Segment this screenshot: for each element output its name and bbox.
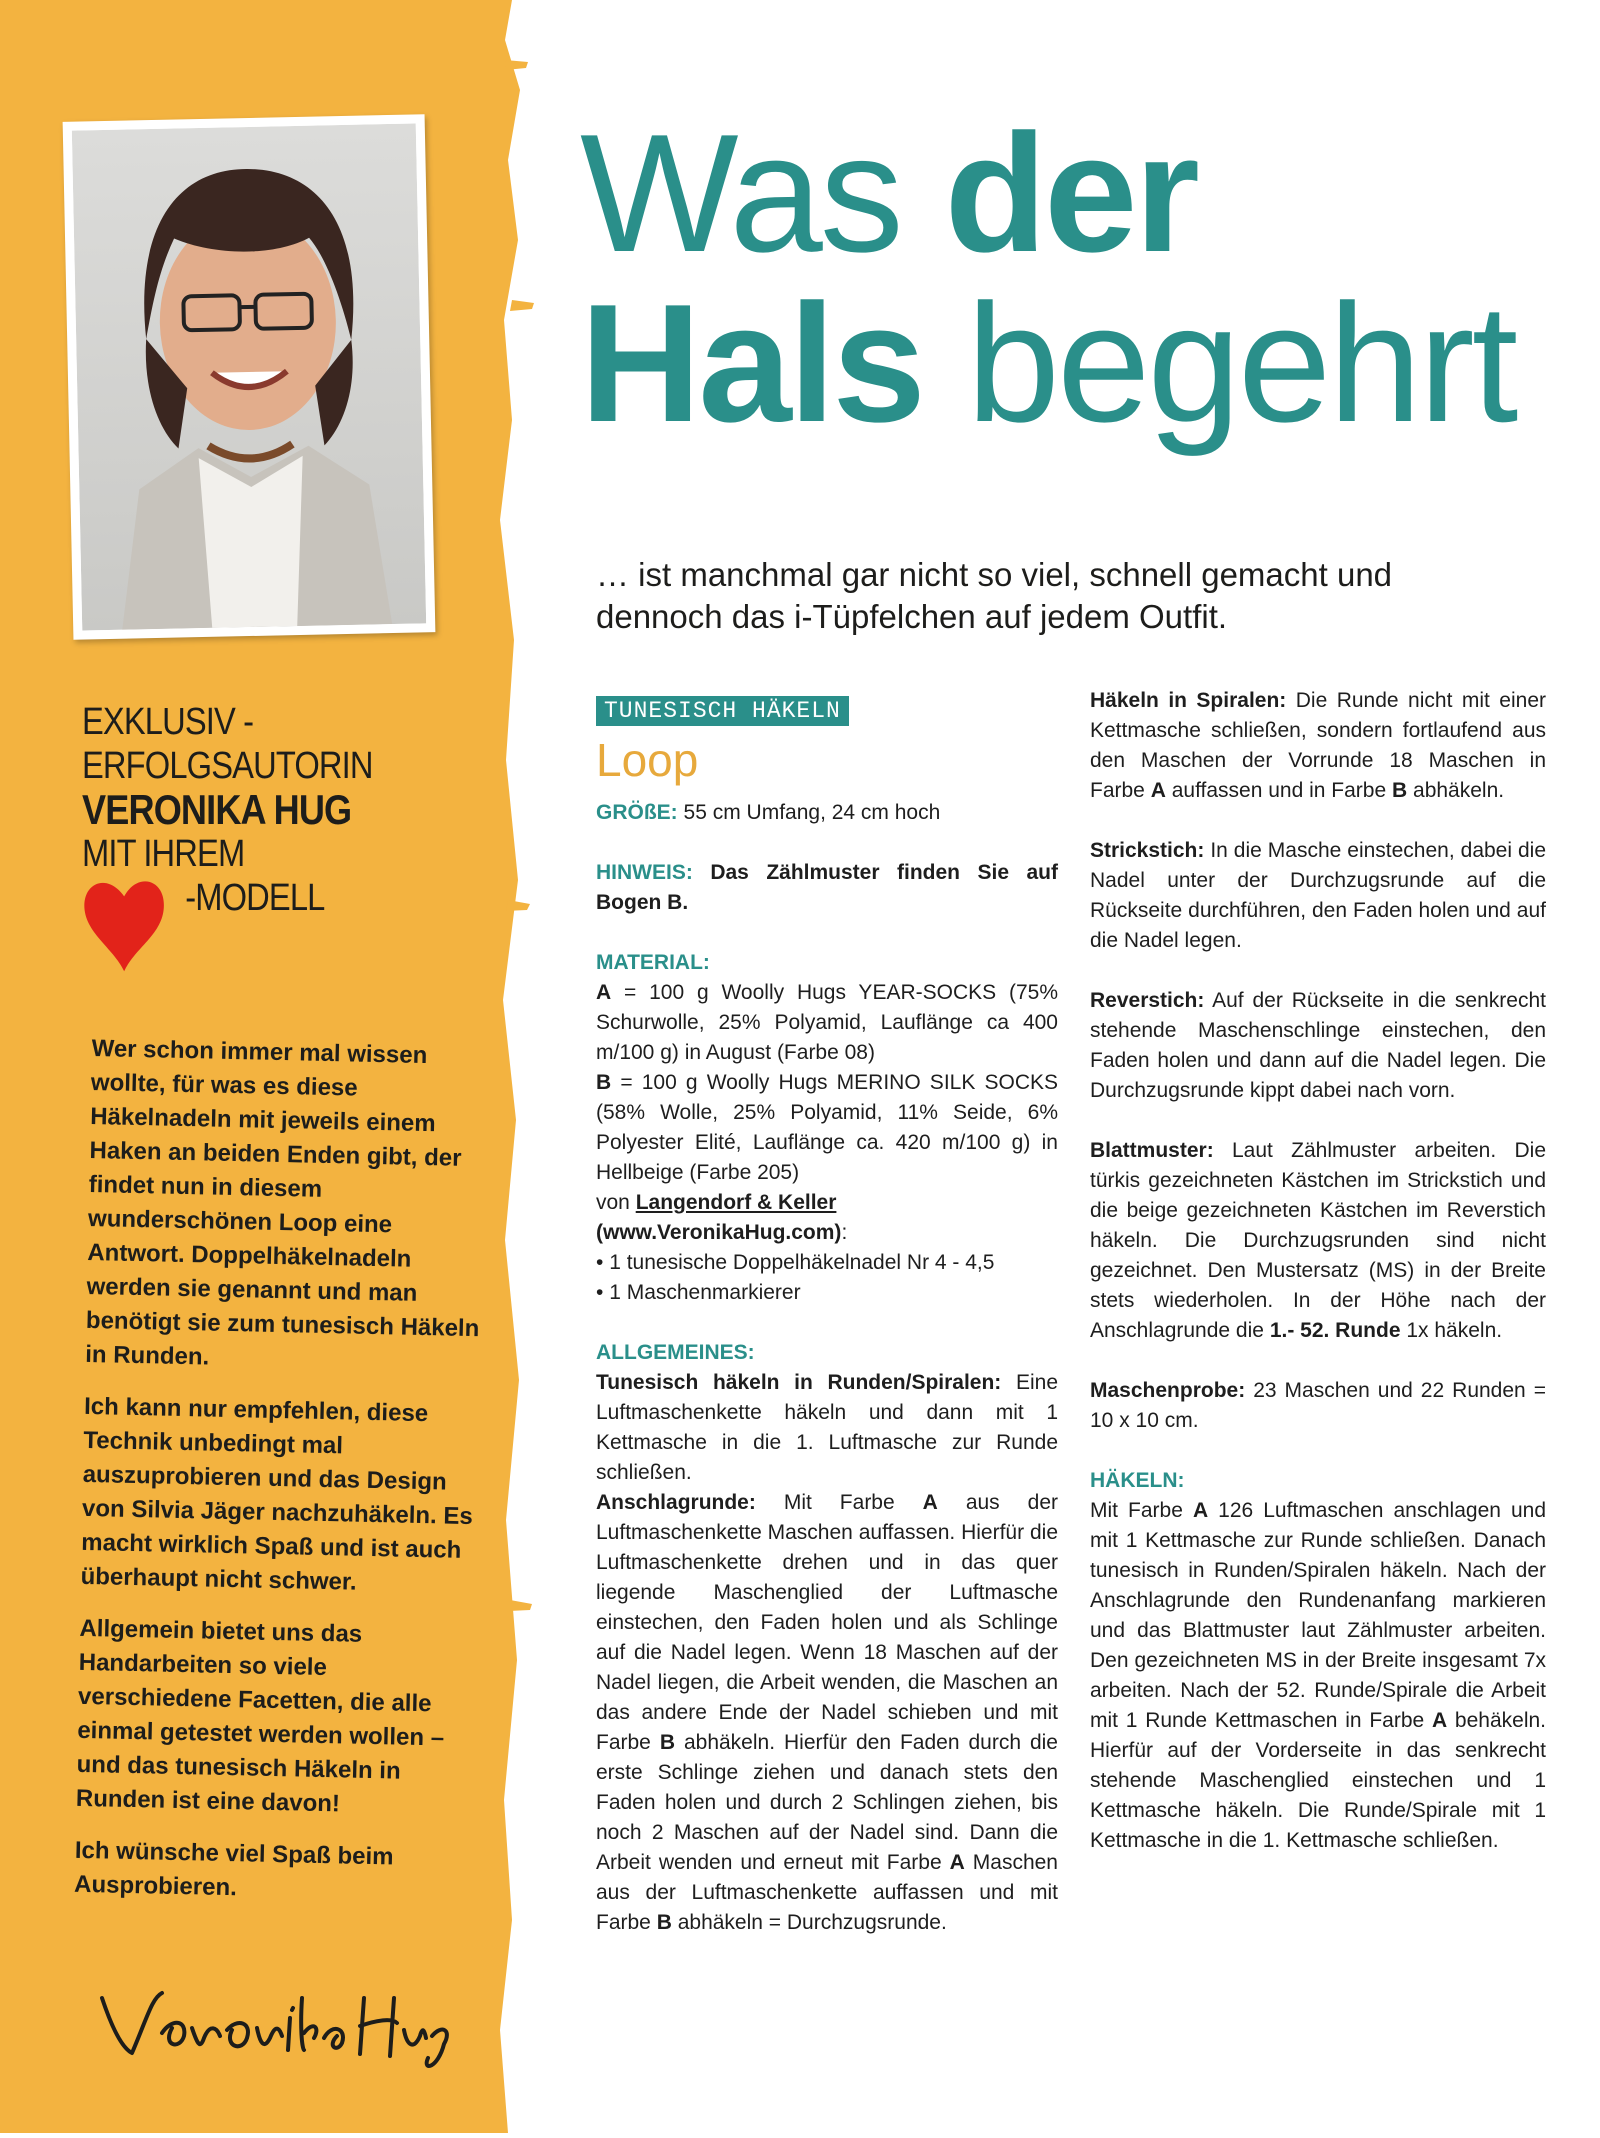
knit-text: In die Masche einstechen, dabei die Nadel unter der Durchzugsrunde auf die Rückseite durchführen, den Faden holen und auf die Nadel legen.	[1090, 839, 1546, 952]
color-key: A	[1193, 1499, 1208, 1522]
headline-row2	[580, 278, 1580, 448]
color-key: A	[950, 1851, 965, 1874]
color-key: B	[660, 1731, 675, 1754]
crochet-text: Mit Farbe	[1090, 1499, 1183, 1522]
crochet-text: 126 Luftmaschen anschlagen und mit 1 Kettmasche zur Runde schließen. Danach tunesisch in Runden/Spiralen häkeln. Nach der Anschlagrunde den Rundenanfang markieren und das Blattmuster laut Zählmuster arbeiten. Den gezeichneten MS in der Breite insgesamt 7x arbeiten. Nach der 52. Runde/Spirale die Arbeit mit 1 Runde Kettmaschen in Farbe	[1090, 1499, 1546, 1732]
spiral-text: auffassen und in Farbe	[1172, 779, 1386, 802]
reverse-paragraph	[1090, 986, 1546, 1106]
supplier-prefix: von	[596, 1191, 630, 1214]
sidebar-intro-text	[73, 1032, 497, 1928]
rounds-label: Tunesisch häkeln in Runden/Spiralen:	[596, 1371, 1001, 1394]
color-key: B	[657, 1911, 672, 1934]
crochet-label: HÄKELN:	[1090, 1466, 1546, 1496]
sidebar-heading-line2: ERFOLGSAUTORIN	[82, 744, 426, 788]
size-line	[596, 798, 1058, 828]
gauge-label: Maschenprobe:	[1090, 1379, 1245, 1402]
material-b-key: B	[596, 1071, 611, 1094]
tool-item: • 1 tunesische Doppelhäkelnadel Nr 4 - 4,5	[596, 1248, 1058, 1278]
sidebar-heading-line4: MIT IHREM	[82, 832, 426, 876]
cast-text: abhäkeln. Hierfür den Faden durch die erste Schlinge ziehen und danach stets den Faden holen und durch 2 Schlingen ziehen, bis noch 2 Maschen auf der Nadel sind. Dann die Arbeit wenden und erneut mit Farbe	[596, 1731, 1058, 1874]
sidebar-paragraph: Ich wünsche viel Spaß beim Ausprobieren.	[74, 1834, 480, 1910]
website-line	[596, 1218, 1058, 1248]
leaf-label: Blattmuster:	[1090, 1139, 1214, 1162]
gauge-paragraph	[1090, 1376, 1546, 1436]
sidebar-heading	[82, 700, 426, 922]
headline-row1	[580, 108, 1580, 278]
instructions-column-2	[1090, 686, 1546, 1856]
pattern-title: Loop	[596, 730, 1058, 790]
material-label: MATERIAL:	[596, 948, 1058, 978]
headline-word-was: Was	[580, 99, 901, 287]
model-suffix: -MODELL	[185, 876, 324, 920]
material-b-text: = 100 g Woolly Hugs MERINO SILK SOCKS (58% Wolle, 25% Polyamid, 11% Seide, 6% Polyester Elité, Lauflänge ca. 420 m/100 g) in Hellbeige (Farbe 205)	[596, 1071, 1058, 1184]
heart-model-line	[82, 876, 426, 922]
article-subheadline	[596, 554, 1556, 638]
sidebar-paragraph: Wer schon immer mal wissen wollte, für was es diese Häkelnadeln mit jeweils einem Haken an beiden Enden gibt, der findet nun in diesem wunderschönen Loop eine Antwort. Doppelhäkelnadeln werden sie genannt und man benötigt sie zum tunesisch Häkeln in Runden.	[85, 1032, 497, 1380]
website-link[interactable]: (www.VeronikaHug.com)	[596, 1221, 841, 1244]
sidebar-heading-line1: EXKLUSIV -	[82, 700, 426, 744]
handwritten-signature	[92, 1958, 452, 2078]
signature	[92, 1958, 452, 2078]
cast-text: aus der Luftmaschenkette Maschen auffassen. Hierfür die Luftmaschenkette drehen und in das quer liegende Maschenglied der Luftmasche einstechen, den Faden holen und als Schlinge auf die Nadel legen. Wenn 18 Maschen auf der Nadel liegen, die Arbeit wenden, die Maschen an das andere Ende der Nadel schieben und mit Farbe	[596, 1491, 1058, 1754]
author-name: VERONIKA HUG	[82, 788, 426, 832]
color-key: A	[1151, 779, 1166, 802]
headline-word-begehrt: begehrt	[967, 269, 1516, 457]
tool-item: • 1 Maschenmarkierer	[596, 1278, 1058, 1308]
gauge-text: 23 Maschen und 22 Runden = 10 x 10 cm.	[1090, 1379, 1546, 1432]
heart-icon	[77, 870, 172, 980]
rounds-text: Eine Luftmaschenkette häkeln und dann mit 1 Kettmasche in die 1. Luftmasche zur Runde schließen.	[596, 1371, 1058, 1484]
size-label: GRÖßE:	[596, 801, 678, 824]
material-a-text: = 100 g Woolly Hugs YEAR-SOCKS (75% Schurwolle, 25% Polyamid, Lauflänge ca 400 m/100 g) in August (Farbe 08)	[596, 981, 1058, 1064]
general-label: ALLGEMEINES:	[596, 1338, 1058, 1368]
crochet-text: behäkeln. Hierfür auf der Vorderseite in das senkrecht stehende Maschenglied einstechen und 1 Kettmasche häkeln. Die Runde/Spirale mit 1 Kettmasche in die 1. Kettmasche schließen.	[1090, 1709, 1546, 1852]
material-a-key: A	[596, 981, 611, 1004]
leaf-text: Laut Zählmuster arbeiten. Die türkis gezeichneten Kästchen im Strickstich und die beige gezeichneten Kästchen im Reverstich häkeln. Die Durchzugsrunden sind nicht gezeichnet. Den Mustersatz (MS) in der Breite stets wiederholen. In der Höhe nach der Anschlagrunde die	[1090, 1139, 1546, 1342]
size-text: 55 cm Umfang, 24 cm hoch	[684, 801, 941, 824]
supplier-line	[596, 1188, 1058, 1218]
headline-word-hals: Hals	[580, 269, 923, 457]
material-a	[596, 978, 1058, 1068]
spiral-paragraph	[1090, 686, 1546, 806]
rounds-paragraph	[596, 1368, 1058, 1488]
color-key: A	[1432, 1709, 1447, 1732]
headline-word-der: der	[944, 99, 1196, 287]
cast-text: Maschen aus der Luftmaschenkette auffassen und mit Farbe	[596, 1851, 1058, 1934]
leaf-paragraph	[1090, 1136, 1546, 1346]
material-b	[596, 1068, 1058, 1188]
cast-text: abhäkeln = Durchzugsrunde.	[678, 1911, 947, 1934]
subheadline-line2: dennoch das i-Tüpfelchen auf jedem Outfit.	[596, 596, 1556, 638]
sidebar-paragraph: Allgemein bietet uns das Handarbeiten so viele verschiedene Facetten, die alle einmal getestet werden wollen – und das tunesisch Häkeln in Runden ist eine davon!	[76, 1612, 485, 1824]
website-suffix: :	[841, 1221, 847, 1244]
note-text: Das Zählmuster finden Sie auf Bogen B.	[596, 861, 1058, 914]
article-headline	[580, 108, 1580, 448]
leaf-text: 1x häkeln.	[1406, 1319, 1502, 1342]
cast-label: Anschlagrunde:	[596, 1491, 756, 1514]
author-photo	[63, 114, 436, 639]
knit-label: Strickstich:	[1090, 839, 1204, 862]
crochet-paragraph	[1090, 1496, 1546, 1856]
cast-text: Mit Farbe	[784, 1491, 895, 1514]
spiral-text: abhäkeln.	[1413, 779, 1504, 802]
leaf-rows: 1.- 52. Runde	[1270, 1319, 1401, 1342]
color-key: A	[923, 1491, 938, 1514]
instructions-column-1	[596, 696, 1058, 1938]
color-key: B	[1392, 779, 1407, 802]
sidebar-paragraph: Ich kann nur empfehlen, diese Technik unbedingt mal auszuprobieren und das Design von Silvia Jäger nachzuhäkeln. Es macht wirklich Spaß und ist auch überhaupt nicht schwer.	[80, 1390, 489, 1602]
supplier-link[interactable]: Langendorf & Keller	[636, 1191, 837, 1214]
note-label: HINWEIS:	[596, 861, 693, 884]
cast-paragraph	[596, 1488, 1058, 1938]
reverse-text: Auf der Rückseite in die senkrecht stehende Maschenschlinge einstechen, den Faden holen und dann auf die Nadel legen. Die Durchzugsrunde kippt dabei nach vorn.	[1090, 989, 1546, 1102]
category-badge: TUNESISCH HÄKELN	[596, 696, 849, 726]
spiral-label: Häkeln in Spiralen:	[1090, 689, 1286, 712]
note-line	[596, 858, 1058, 918]
subheadline-line1: … ist manchmal gar nicht so viel, schnell gemacht und	[596, 554, 1556, 596]
reverse-label: Reverstich:	[1090, 989, 1204, 1012]
knit-paragraph	[1090, 836, 1546, 956]
spiral-text: Die Runde nicht mit einer Kettmasche schließen, sondern fortlaufend aus den Maschen der Vorrunde 18 Maschen in Farbe	[1090, 689, 1546, 802]
